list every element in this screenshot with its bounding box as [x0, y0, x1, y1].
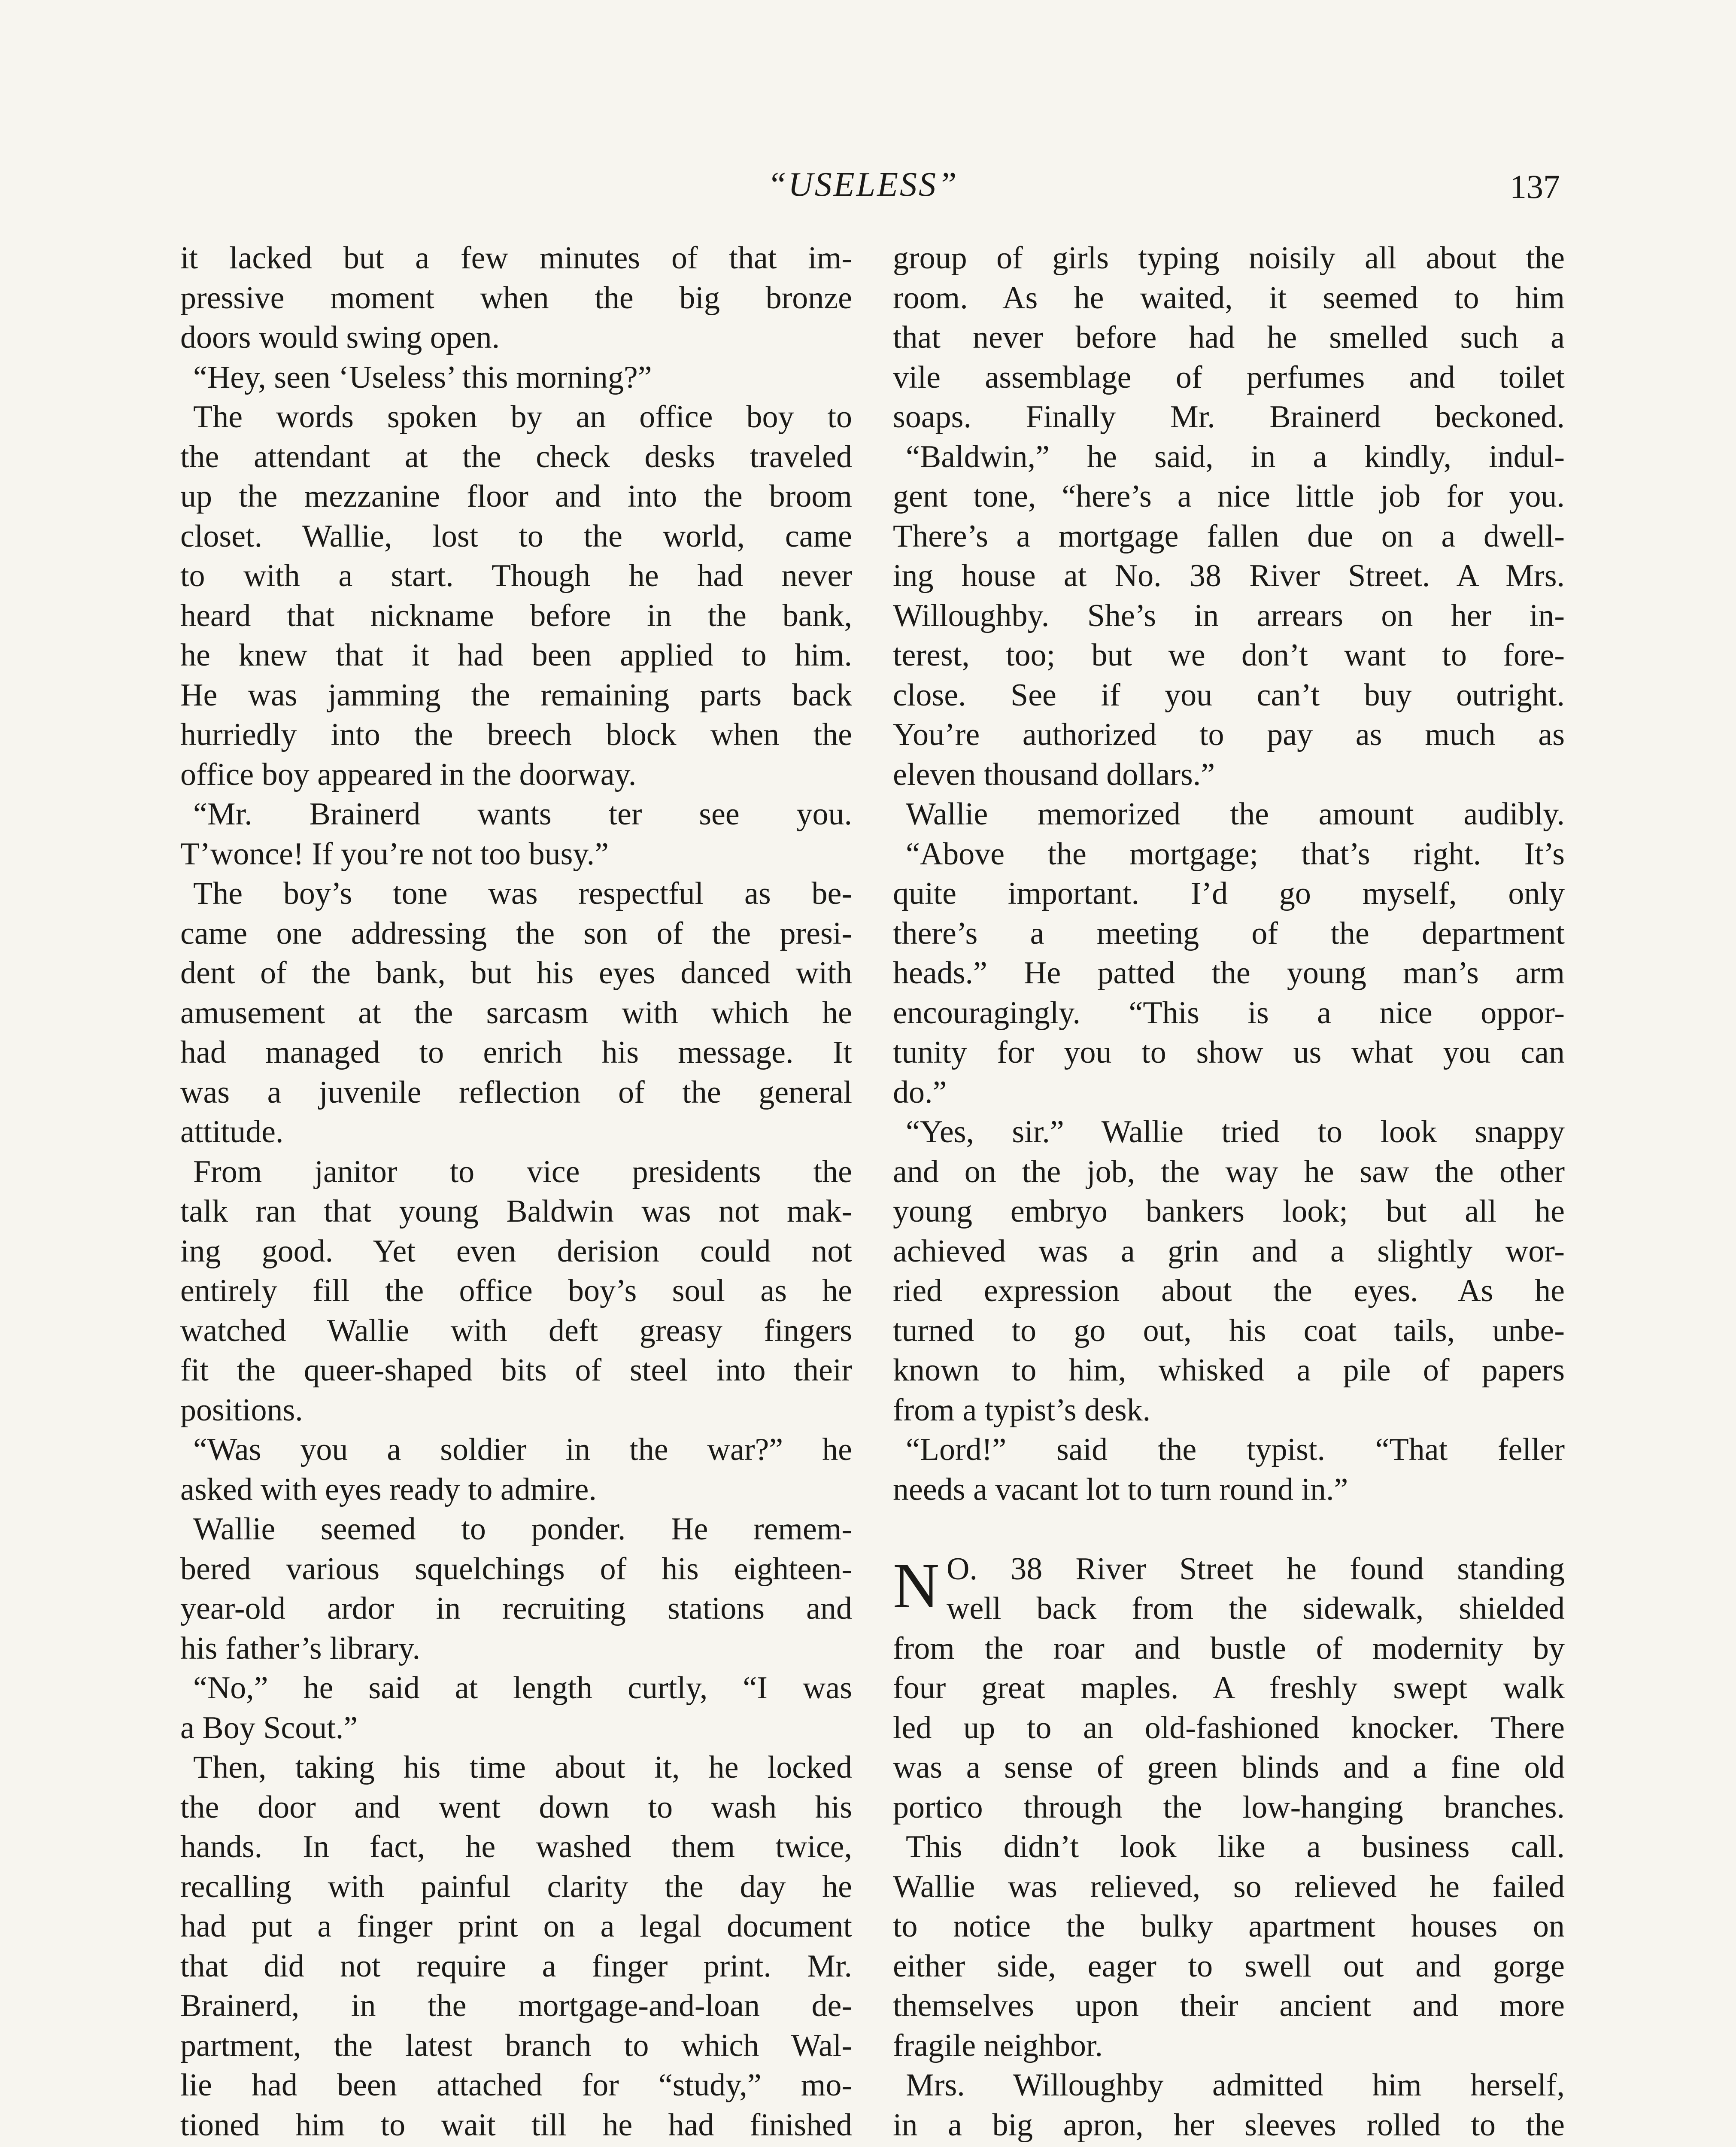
text-line: was a juvenile reflection of the general — [180, 1074, 852, 1110]
text-line: he knew that it had been applied to him. — [180, 638, 852, 673]
right-text-column — [893, 238, 1565, 2147]
text-line: Brainerd, in the mortgage-and-loan de- — [180, 1988, 852, 2023]
text-line: gent tone, “here’s a nice little job for you. — [893, 479, 1565, 514]
text-line: do.” — [893, 1074, 947, 1110]
text-line: “Above the mortgage; that’s right. It’s — [906, 836, 1565, 872]
text-line: positions. — [180, 1392, 303, 1428]
text-line: needs a vacant lot to turn round in.” — [893, 1472, 1348, 1507]
text-line: dent of the bank, but his eyes danced with — [180, 955, 852, 991]
text-line: ried expression about the eyes. As he — [893, 1273, 1565, 1308]
section-break — [893, 1509, 1565, 1549]
text-line: had put a finger print on a legal document — [180, 1909, 852, 1944]
text-line: there’s a meeting of the department — [893, 915, 1565, 951]
text-line: Mrs. Willoughby admitted him herself, — [906, 2068, 1565, 2103]
text-line: to notice the bulky apartment houses on — [893, 1909, 1565, 1944]
text-line: Wallie seemed to ponder. He remem- — [193, 1511, 852, 1547]
text-line: bered various squelchings of his eighteen- — [180, 1551, 852, 1587]
text-line: to with a start. Though he had never — [180, 558, 852, 593]
text-line: up the mezzanine floor and into the broom — [180, 479, 852, 514]
text-line: From janitor to vice presidents the — [193, 1154, 852, 1189]
text-line: closet. Wallie, lost to the world, came — [180, 518, 852, 554]
drop-cap: N — [893, 1550, 940, 1621]
text-line: that never before had he smelled such a — [893, 320, 1565, 355]
text-line: ing good. Yet even derision could not — [180, 1233, 852, 1269]
text-line: it lacked but a few minutes of that im- — [180, 240, 852, 276]
text-line: had managed to enrich his message. It — [180, 1035, 852, 1070]
text-line: the attendant at the check desks traveled — [180, 439, 852, 474]
page-number: 137 — [1510, 168, 1560, 205]
text-line: encouragingly. “This is a nice oppor- — [893, 995, 1565, 1031]
text-line: was a sense of green blinds and a fine old — [893, 1750, 1565, 1785]
text-line: led up to an old-fashioned knocker. There — [893, 1710, 1565, 1746]
text-line: vile assemblage of perfumes and toilet — [893, 359, 1565, 395]
text-line: fragile neighbor. — [893, 2028, 1103, 2063]
text-line: lie had been attached for “study,” mo- — [180, 2068, 852, 2103]
text-line: T’wonce! If you’re not too busy.” — [180, 836, 609, 872]
text-line: “Baldwin,” he said, in a kindly, indul- — [906, 439, 1565, 474]
text-line: O. 38 River Street he found standing — [947, 1551, 1565, 1587]
text-line: recalling with painful clarity the day he — [180, 1869, 852, 1904]
text-line: attitude. — [180, 1114, 284, 1150]
text-line: amusement at the sarcasm with which he — [180, 995, 852, 1031]
text-line: The boy’s tone was respectful as be- — [193, 876, 852, 911]
text-line: and on the job, the way he saw the other — [893, 1154, 1565, 1189]
text-line: themselves upon their ancient and more — [893, 1988, 1565, 2023]
text-line: doors would swing open. — [180, 320, 500, 355]
text-line: “Lord!” said the typist. “That feller — [906, 1432, 1565, 1467]
text-line: office boy appeared in the doorway. — [180, 757, 637, 792]
text-line: soaps. Finally Mr. Brainerd beckoned. — [893, 399, 1565, 435]
text-line: from the roar and bustle of modernity by — [893, 1630, 1565, 1666]
text-line: There’s a mortgage fallen due on a dwell- — [893, 518, 1565, 554]
text-line: group of girls typing noisily all about the — [893, 240, 1565, 276]
text-line: room. As he waited, it seemed to him — [893, 280, 1565, 316]
text-line: heads.” He patted the young man’s arm — [893, 955, 1565, 991]
text-line: You’re authorized to pay as much as — [893, 717, 1565, 752]
text-line: “No,” he said at length curtly, “I was — [193, 1670, 852, 1706]
text-line: The words spoken by an office boy to — [193, 399, 852, 435]
text-line: This didn’t look like a business call. — [906, 1829, 1565, 1864]
text-line: his father’s library. — [180, 1630, 420, 1666]
text-line: Wallie was relieved, so relieved he failed — [893, 1869, 1565, 1904]
text-line: turned to go out, his coat tails, unbe- — [893, 1313, 1565, 1348]
running-title: “USELESS” — [767, 166, 959, 204]
text-line — [180, 2145, 852, 2147]
text-line — [893, 2145, 1565, 2147]
text-line: close. See if you can’t buy outright. — [893, 677, 1565, 713]
text-line: a Boy Scout.” — [180, 1710, 358, 1746]
text-line: eleven thousand dollars.” — [893, 757, 1215, 792]
text-line: asked with eyes ready to admire. — [180, 1472, 597, 1507]
text-line: Wallie memorized the amount audibly. — [906, 797, 1565, 832]
text-line: came one addressing the son of the presi- — [180, 915, 852, 951]
text-line: talk ran that young Baldwin was not mak- — [180, 1194, 852, 1229]
text-line: fit the queer-shaped bits of steel into their — [180, 1353, 852, 1388]
text-line: He was jamming the remaining parts back — [180, 677, 852, 713]
text-line: ing house at No. 38 River Street. A Mrs. — [893, 558, 1565, 593]
text-line: either side, eager to swell out and gorge — [893, 1948, 1565, 1984]
text-line: in a big apron, her sleeves rolled to the — [893, 2107, 1565, 2143]
text-line: “Hey, seen ‘Useless’ this morning?” — [193, 359, 652, 395]
text-line: “Mr. Brainerd wants ter see you. — [193, 797, 852, 832]
left-text-column — [180, 238, 852, 2147]
section-opening — [893, 1549, 1565, 2147]
text-line: that did not require a finger print. Mr. — [180, 1948, 852, 1984]
text-line: the door and went down to wash his — [180, 1789, 852, 1825]
text-line: watched Wallie with deft greasy fingers — [180, 1313, 852, 1348]
text-line: portico through the low-hanging branches. — [893, 1789, 1565, 1825]
text-line: young embryo bankers look; but all he — [893, 1194, 1565, 1229]
text-line: year-old ardor in recruiting stations and — [180, 1591, 852, 1626]
text-line: heard that nickname before in the bank, — [180, 598, 852, 633]
text-line: terest, too; but we don’t want to fore- — [893, 638, 1565, 673]
text-line: quite important. I’d go myself, only — [893, 876, 1565, 911]
text-line: tioned him to wait till he had finished — [180, 2107, 852, 2143]
text-line: entirely fill the office boy’s soul as he — [180, 1273, 852, 1308]
text-line: Willoughby. She’s in arrears on her in- — [893, 598, 1565, 633]
text-line: Then, taking his time about it, he locked — [193, 1750, 852, 1785]
text-line: from a typist’s desk. — [893, 1392, 1151, 1428]
text-line: “Was you a soldier in the war?” he — [193, 1432, 852, 1467]
text-line: known to him, whisked a pile of papers — [893, 1353, 1565, 1388]
text-line: tunity for you to show us what you can — [893, 1035, 1565, 1070]
text-line: hurriedly into the breech block when the — [180, 717, 852, 752]
text-line: “Yes, sir.” Wallie tried to look snappy — [906, 1114, 1565, 1150]
text-line: pressive moment when the big bronze — [180, 280, 852, 316]
text-line: partment, the latest branch to which Wal- — [180, 2028, 852, 2063]
text-line: hands. In fact, he washed them twice, — [180, 1829, 852, 1864]
text-line: achieved was a grin and a slightly wor- — [893, 1233, 1565, 1269]
text-line: well back from the sidewalk, shielded — [947, 1591, 1565, 1626]
text-line: four great maples. A freshly swept walk — [893, 1670, 1565, 1706]
